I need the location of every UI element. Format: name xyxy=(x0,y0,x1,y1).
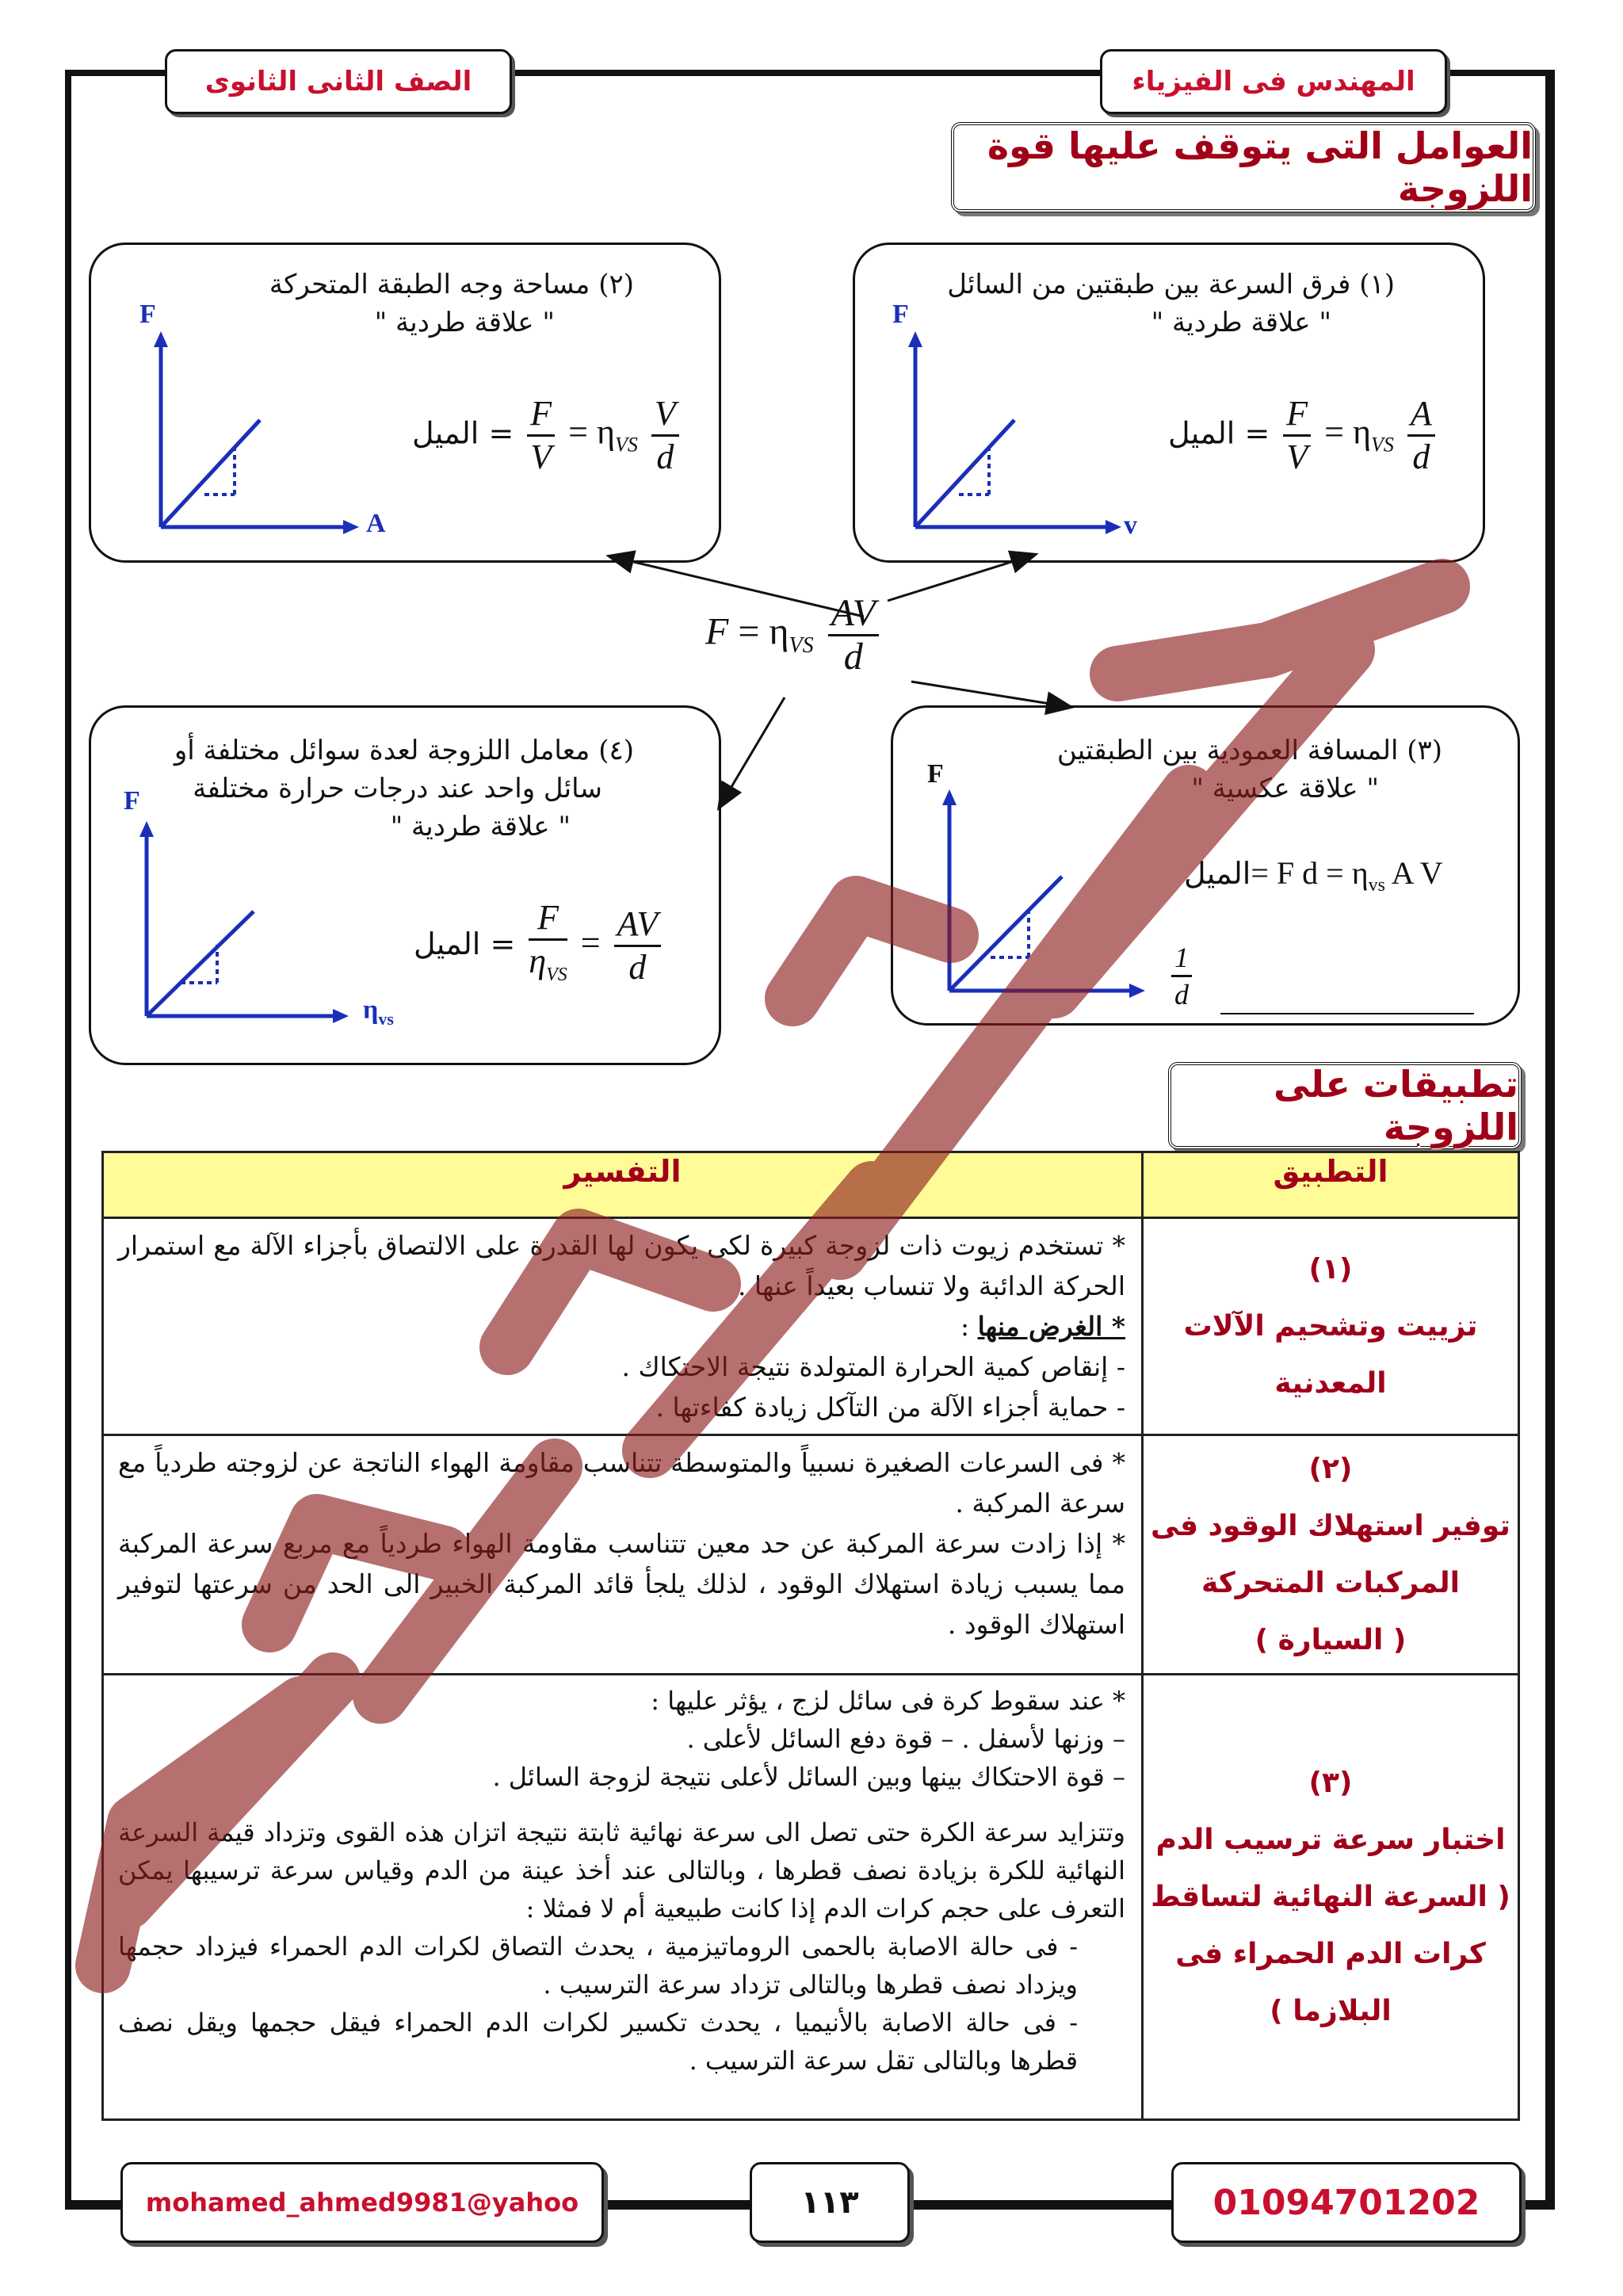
factor-4-graph xyxy=(127,808,365,1030)
factor-3-axis-extension xyxy=(1220,1013,1474,1014)
factor-1-slope: الميل = $\frac{F}{V}$ = $\eta_{VS}$ $\frac{A}{d}$ xyxy=(1168,393,1440,478)
application-name: (٢) توفير استهلاك الوقود فى المركبات المتحركة ( السيارة ) xyxy=(1143,1435,1519,1675)
application-explanation: * فى السرعات الصغيرة نسبياً والمتوسطة تتناسب مقاومة الهواء الناتجة عن لزوجته طردياً مع سرعة المركبة . * إذا زادت سرعة المركبة عن حد معين تتناسب مقاومة الهواء طردياً مع مربع سرعة المركبة مما يسبب زيادة استهلاك الوقود ، لذلك يلجأ قائد المركبة الخبير الى الحد من سرعتها لتوفير استهلاك الوقود . xyxy=(103,1435,1143,1675)
column-header-explanation: التفسير xyxy=(103,1152,1143,1218)
section-title-viscosity-factors: العوامل التى يتوقف عليها قوة اللزوجة xyxy=(951,122,1536,212)
applications-table xyxy=(101,1151,1520,2121)
factor-3-y-axis-label: F xyxy=(927,759,944,789)
table-row xyxy=(103,1218,1519,1435)
factor-1-x-axis-label: v xyxy=(1124,510,1137,540)
factor-1-relation: " علاقة طردية " xyxy=(1151,307,1331,338)
factor-2-x-axis-label: A xyxy=(366,509,386,538)
purpose-label: * الغرض منها xyxy=(977,1311,1125,1342)
table-row xyxy=(103,1435,1519,1675)
application-name: (١) تزييت وتشحيم الآلات المعدنية xyxy=(1143,1218,1519,1435)
grade-tab: الصف الثانى الثانوى xyxy=(165,49,512,114)
factor-2-y-axis-label: F xyxy=(139,300,156,329)
factor-3-relation: " علاقة عكسية " xyxy=(1191,773,1379,804)
application-explanation: * تستخدم زيوت ذات لزوجة كبيرة لكى يكون لها القدرة على الالتصاق بأجزاء الآلة مع استمرار الحركة الدائبة ولا تنساب بعيداً عنها . * الغرض منها : - إنقاص كمية الحرارة المتولدة نتيجة الاحتكاك . - حماية أجزاء الآلة من التآكل زيادة كفاءتها . xyxy=(103,1218,1143,1435)
table-row xyxy=(103,1675,1519,2120)
email-box: mohamed_ahmed9981@yahoo xyxy=(120,2162,604,2243)
factor-4-relation: " علاقة طردية " xyxy=(390,811,571,842)
factor-2-relation: " علاقة طردية " xyxy=(374,307,555,338)
application-explanation: * عند سقوط كرة فى سائل لزج ، يؤثر عليها : – وزنها لأسفل . – قوة دفع السائل لأعلى . – قوة الاحتكاك بينها وبين السائل لأعلى نتيجة لزوجة السائل . وتتزايد سرعة الكرة حتى تصل الى سرعة نهائية ثابتة نتيجة اتزان هذه القوى وتزداد قيمة السرعة النهائية للكرة بزيادة نصف قطرها ، وبالتالى عند أخذ عينة من الدم وقياس سرعة ترسيبها يمكن التعرف على حجم كرات الدم إذا كانت طبيعية أم لا فمثلا : - فى حالة الاصابة بالحمى الروماتيزمية ، يحدث التصاق لكرات الدم الحمراء فيزداد حجمها ويزداد نصف قطرها وبالتالى تزداد سرعة الترسيب . - فى حالة الاصابة بالأنيميا ، يحدث تكسير لكرات الدم الحمراء فيقل حجمها ويقل نصف قطرها وبالتالى تقل سرعة الترسيب . xyxy=(103,1675,1143,2120)
phone-box: 01094701202 xyxy=(1171,2162,1522,2243)
column-header-application: التطبيق xyxy=(1143,1152,1519,1218)
application-name: (٣) اختبار سرعة ترسيب الدم ( السرعة النهائية لتساقط كرات الدم الحمراء فى البلازما ) xyxy=(1143,1675,1519,2120)
factor-2-slope: الميل = $\frac{F}{V}$ = $\eta_{VS}$ $\frac{V}{d}$ xyxy=(412,393,684,478)
factor-4-slope: الميل = $\frac{F}{\eta_{VS}}$ = $\frac{AV}{d}$ xyxy=(414,897,666,995)
factor-1-title: (١) فرق السرعة بين طبقتين من السائل xyxy=(947,269,1395,300)
section-title-viscosity-applications: تطبيقات على اللزوجة xyxy=(1168,1062,1522,1149)
factor-1-y-axis-label: F xyxy=(892,300,909,329)
factor-3-slope: الميل= F $d = \eta_{vs}$ A V xyxy=(1184,855,1443,896)
factor-3-title: (٣) المسافة العمودية بين الطبقتين xyxy=(1056,735,1442,766)
subject-tab: المهندس فى الفيزياء xyxy=(1100,49,1447,114)
page-number: ١١٣ xyxy=(750,2162,910,2243)
factor-4-title-line1: (٤) معامل اللزوجة لعدة سوائل مختلفة أو xyxy=(174,735,634,766)
factor-3-graph xyxy=(935,777,1197,1014)
factor-4-y-axis-label: F xyxy=(124,786,140,816)
factor-3-x-axis-label: $\frac{1}{d}$ xyxy=(1167,940,1197,1012)
table-header-row xyxy=(103,1152,1519,1218)
viscosity-force-formula: $F = \eta_{VS}$ $\frac{AV}{d}$ xyxy=(705,593,884,678)
factor-2-title: (٢) مساحة وجه الطبقة المتحركة xyxy=(269,269,634,300)
factor-4-x-axis-label: $\eta_{vs}$ xyxy=(363,995,394,1029)
factor-4-title-line2: سائل واحد عند درجات حرارة مختلفة xyxy=(193,773,602,804)
